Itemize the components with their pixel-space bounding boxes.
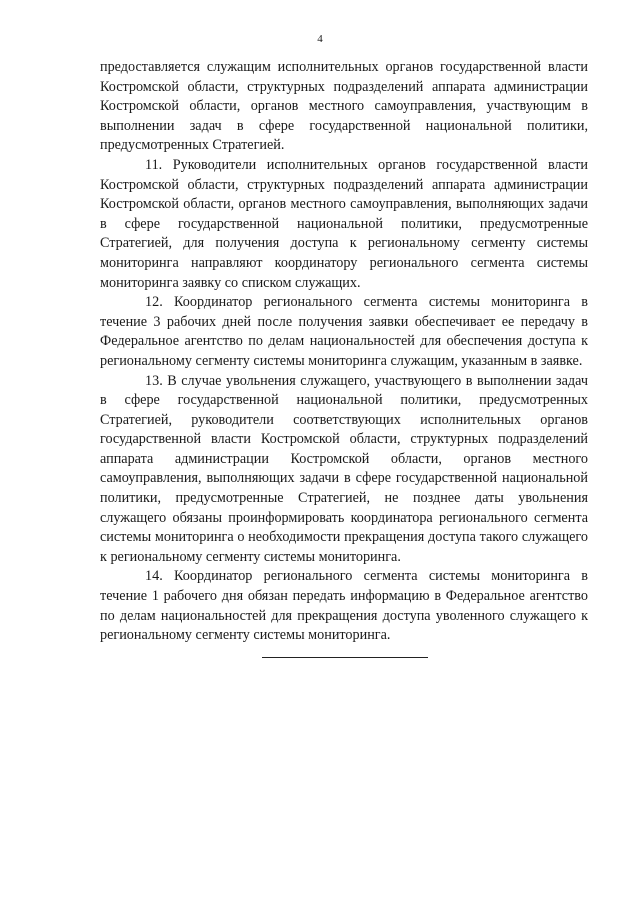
paragraph-item-14: 14. Координатор регионального сегмента системы мониторинга в течение 1 рабочего дня обязан передать информацию в Федеральное агентство по делам национальностей для прекращения доступа уволенного служащего к региональному сегменту системы мониторинга. — [100, 568, 588, 644]
paragraph-item-13: 13. В случае увольнения служащего, участвующего в выполнении задач в сфере государственной национальной политики, предусмотренных Стратегией, руководители соответствующих исполнительных органов государственной власти Костромской области, структурных подразделений аппарата администрации Костромской области, органов местного самоуправления, выполняющих задачи в сфере государственной национальной политики, предусмотренные Стратегией, не позднее даты увольнения служащего обязаны проинформировать координатора регионального сегмента системы мониторинга о необходимости прекращения доступа такого служащего к региональному сегменту системы мониторинга. — [100, 372, 588, 565]
paragraph-item-11: 11. Руководители исполнительных органов государственной власти Костромской области, структурных подразделений аппарата администрации Костромской области, органов местного самоуправления, выполняющих задачи в сфере государственной национальной политики, предусмотренные Стратегией, для получения доступа к региональному сегменту системы мониторинга направляют координатору регионального сегмента системы мониторинга заявку со списком служащих. — [100, 156, 588, 291]
page-number: 4 — [317, 33, 323, 45]
closing-divider-line — [262, 657, 428, 658]
document-body — [100, 58, 588, 646]
paragraph-continuation: предоставляется служащим исполнительных органов государственной власти Костромской области, структурных подразделений аппарата администрации Костромской области, органов местного самоуправления, участвующим в выполнении задач в сфере государственной национальной политики, предусмотренных Стратегией. — [100, 59, 588, 154]
paragraph-item-12: 12. Координатор регионального сегмента системы мониторинга в течение 3 рабочих дней после получения заявки обеспечивает ее передачу в Федеральное агентство по делам национальностей для обеспечения доступа к региональному сегменту системы мониторинга служащим, указанным в заявке. — [100, 294, 588, 369]
